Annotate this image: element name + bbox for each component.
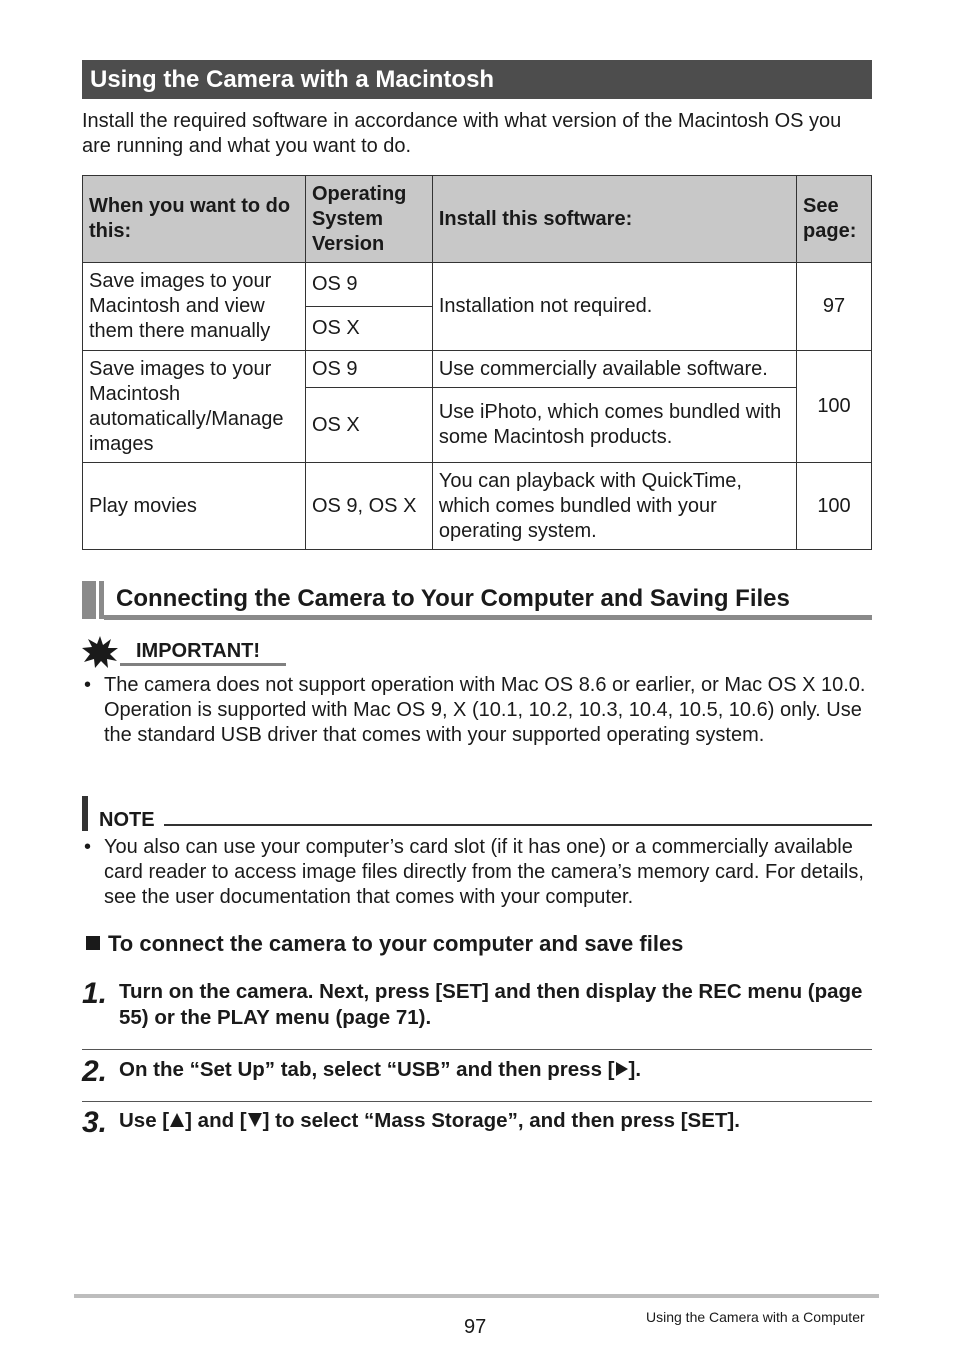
- section-title: Using the Camera with a Macintosh: [82, 60, 872, 99]
- software-table: [82, 175, 872, 550]
- cell-os: OS 9: [305, 351, 432, 388]
- cell-software: You can playback with QuickTime, which comes bundled with your operating system.: [432, 463, 796, 550]
- cell-task: Save images to your Macintosh and view them there manually: [83, 263, 306, 351]
- step-number: 2.: [82, 1055, 108, 1088]
- step-text-part: ] and [: [185, 1109, 247, 1132]
- chapter-title: Using the Camera with a Computer: [646, 1309, 865, 1325]
- step-text-part: ] to select “Mass Storage”, and then press [SET].: [262, 1109, 740, 1132]
- table-row: [83, 263, 872, 307]
- subsection-title: Connecting the Camera to Your Computer and Saving Files: [116, 585, 790, 612]
- note-label: NOTE: [99, 809, 155, 831]
- note-item: [82, 835, 872, 910]
- step-text: [119, 1057, 872, 1083]
- step-number: 3.: [82, 1106, 108, 1139]
- important-callout: [82, 636, 292, 668]
- procedure-heading: [82, 930, 872, 958]
- heading-marker: [99, 581, 104, 619]
- square-bullet-icon: [86, 936, 100, 950]
- step-divider: [82, 1101, 872, 1102]
- heading-underline: [104, 615, 872, 620]
- note-callout: [82, 796, 872, 832]
- cell-task: Save images to your Macintosh automatically/Manage images: [83, 351, 306, 463]
- heading-marker: [82, 581, 96, 619]
- cell-page: 100: [797, 463, 872, 550]
- step-text-part: Use [: [119, 1109, 170, 1132]
- bullet: •: [84, 836, 92, 858]
- important-underline: [120, 663, 286, 666]
- triangle-up-icon: [169, 1112, 185, 1128]
- table-row: [83, 463, 872, 550]
- triangle-down-icon: [247, 1112, 263, 1128]
- important-text: The camera does not support operation with Mac OS 8.6 or earlier, or Mac OS X 10.0. Operation is supported with Mac OS 9, X (10.1, 10.2, 10.3, 10.4, 10.5, 10.6) only. Use the standard USB driver that comes with your supported operating system.: [104, 674, 866, 746]
- header-task: When you want to do this:: [83, 176, 306, 263]
- cell-page: 100: [797, 351, 872, 463]
- header-os: Operating System Version: [305, 176, 432, 263]
- cell-os: OS 9: [305, 263, 432, 307]
- step-text: Turn on the camera. Next, press [SET] and then display the REC menu (page 55) or the PLAY menu (page 71).: [119, 980, 863, 1029]
- cell-task: Play movies: [83, 463, 306, 550]
- cell-software: Use iPhoto, which comes bundled with some Macintosh products.: [432, 388, 796, 463]
- table-header-row: [83, 176, 872, 263]
- note-rule: [164, 824, 872, 826]
- triangle-right-icon: [615, 1061, 629, 1077]
- procedure-title: To connect the camera to your computer and save files: [108, 931, 684, 956]
- cell-os: OS X: [305, 388, 432, 463]
- cell-os: OS X: [305, 307, 432, 351]
- page-number: 97: [464, 1316, 487, 1338]
- step-number: 1.: [82, 977, 108, 1010]
- footer-rule: [74, 1294, 879, 1298]
- step-divider: [82, 1049, 872, 1050]
- header-software: Install this software:: [432, 176, 796, 263]
- cell-page: 97: [797, 263, 872, 351]
- bullet: •: [84, 674, 92, 696]
- step-text-part: ].: [628, 1058, 642, 1081]
- step-text: [119, 1108, 872, 1134]
- starburst-icon: [82, 636, 118, 668]
- cell-os: OS 9, OS X: [305, 463, 432, 550]
- table-row: [83, 351, 872, 388]
- note-marker: [82, 796, 88, 831]
- step-text-part: On the “Set Up” tab, select “USB” and then press [: [119, 1058, 615, 1081]
- cell-software: Installation not required.: [432, 263, 796, 351]
- intro-paragraph: Install the required software in accordance with what version of the Macintosh OS you are running and what you want to do.: [82, 110, 842, 157]
- header-page: See page:: [797, 176, 872, 263]
- subsection-heading: [82, 581, 872, 620]
- cell-software: Use commercially available software.: [432, 351, 796, 388]
- note-text: You also can use your computer’s card slot (if it has one) or a commercially available card reader to access image files directly from the camera’s memory card. For details, see the user documentation that comes with your computer.: [104, 836, 864, 908]
- important-label: IMPORTANT!: [136, 640, 261, 662]
- important-item: [82, 673, 872, 748]
